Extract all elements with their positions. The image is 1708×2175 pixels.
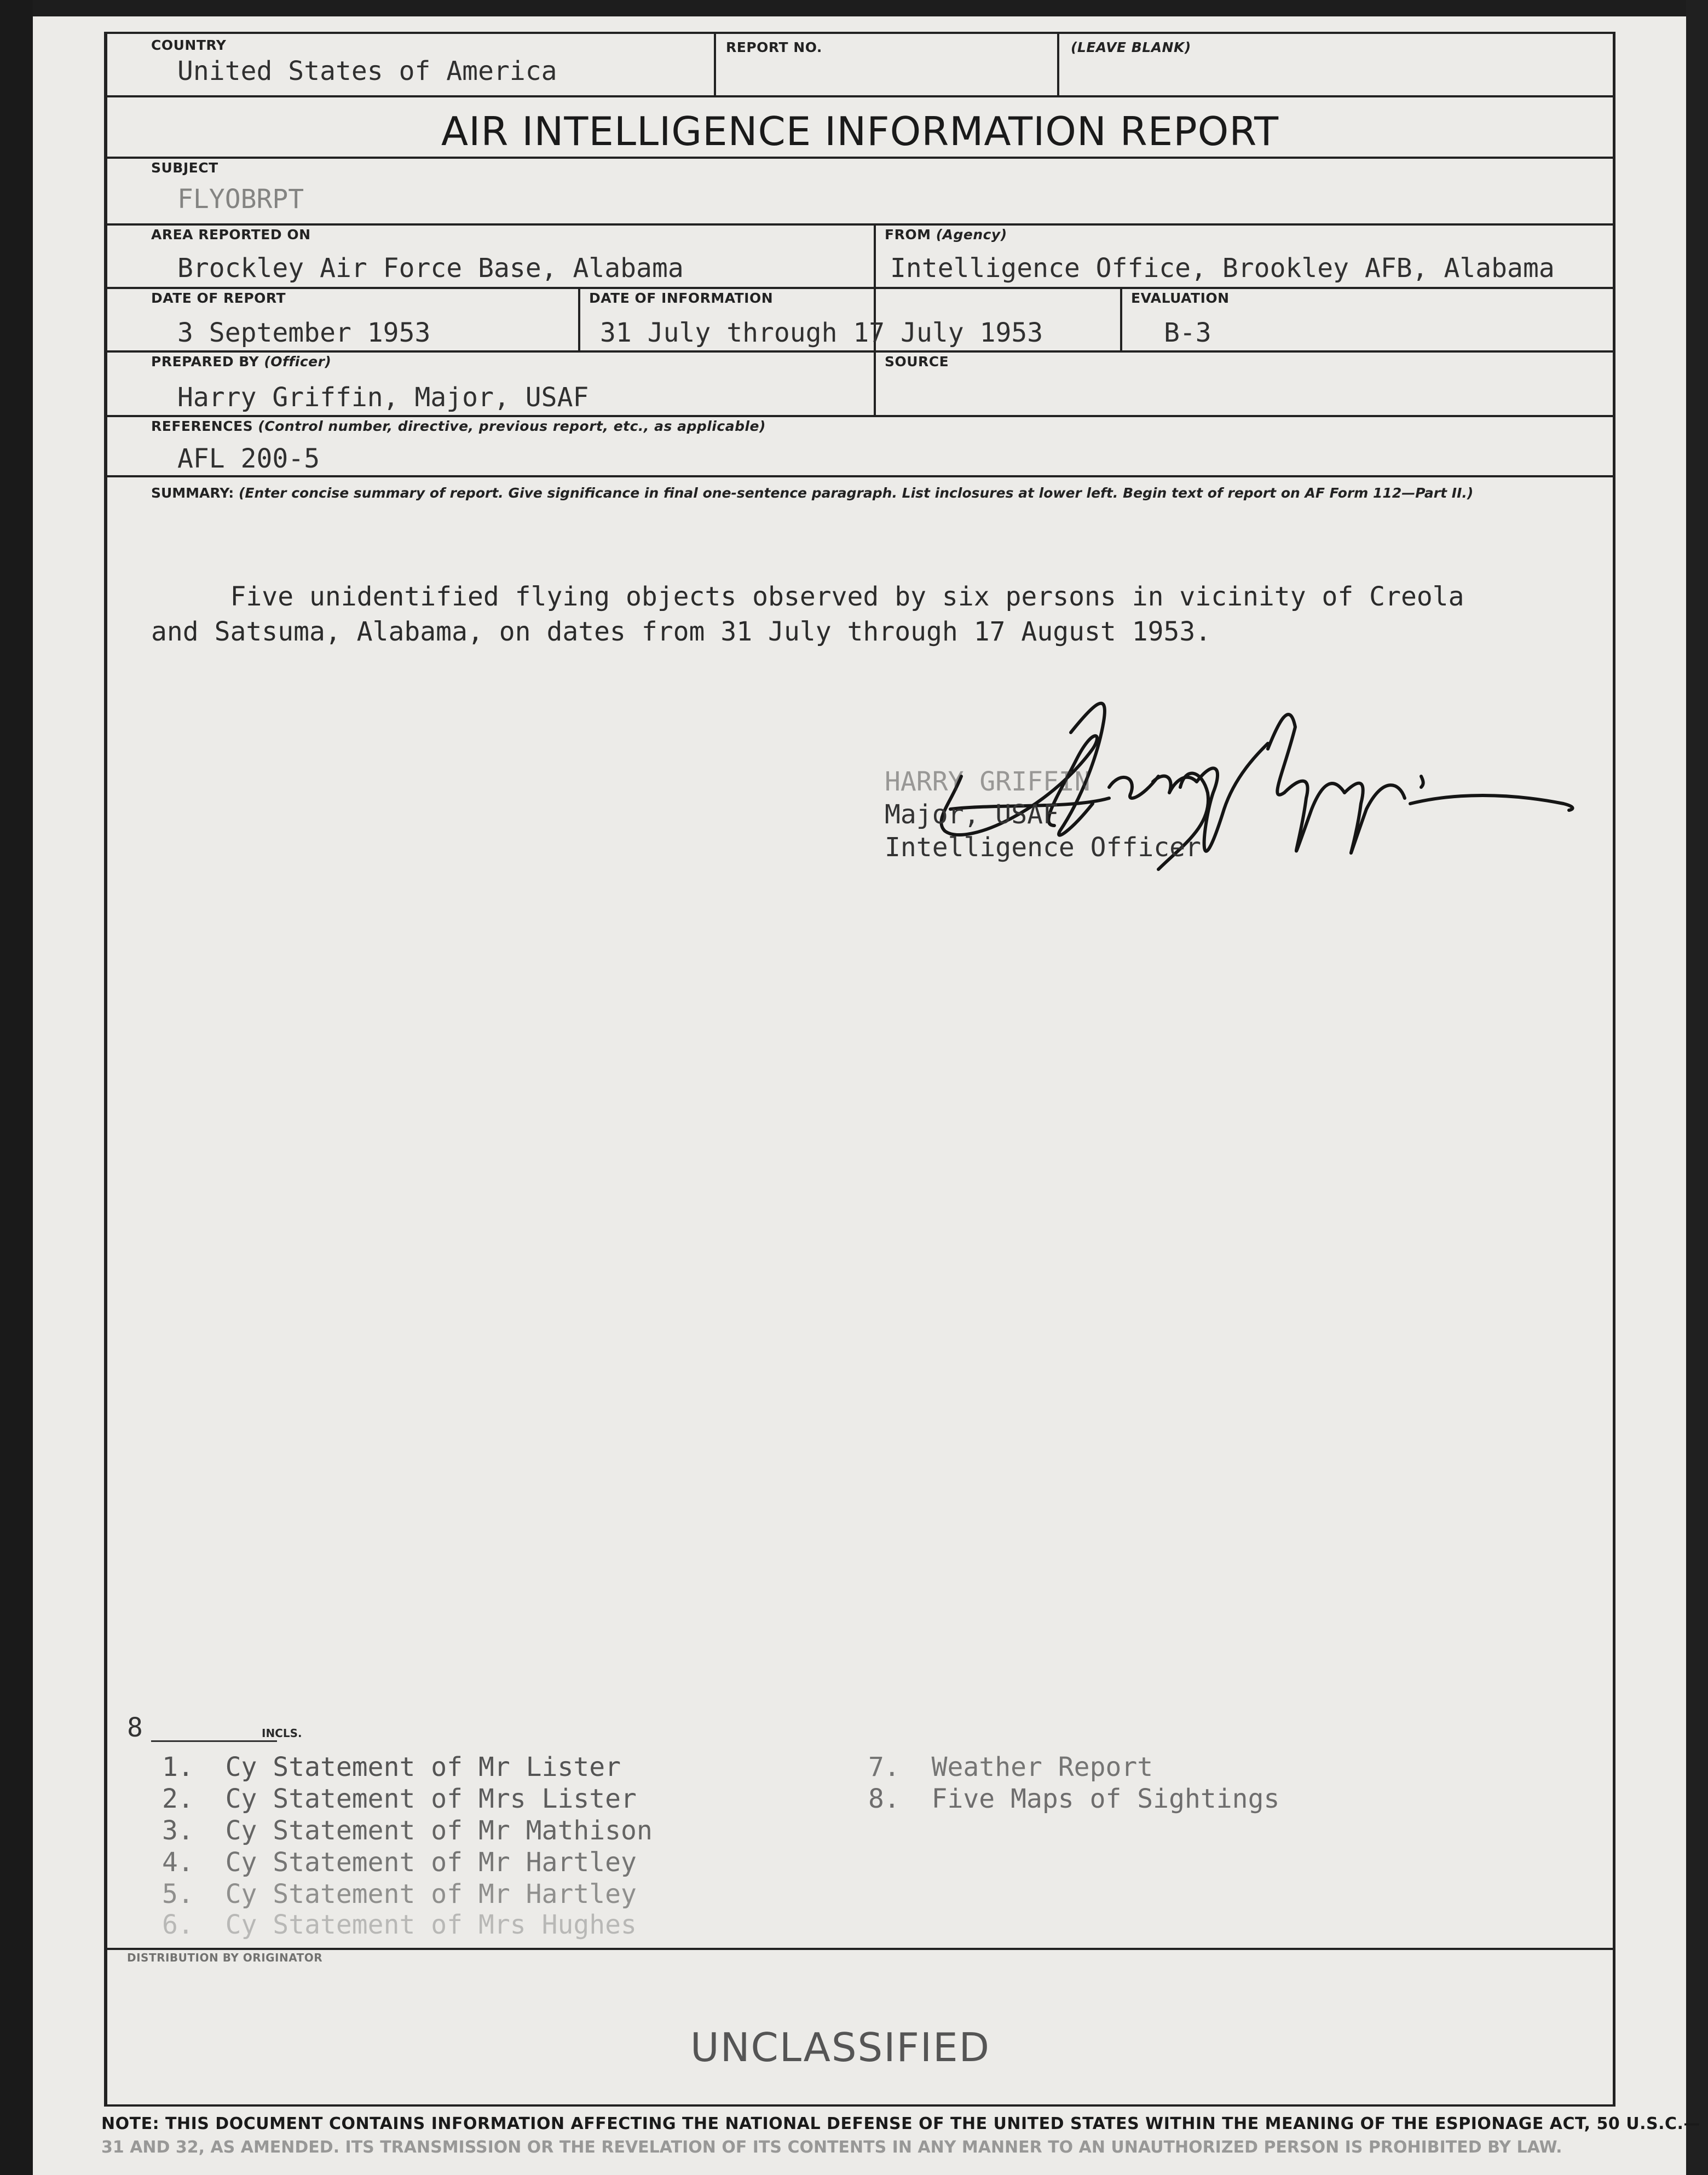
inclosure-item: 6. Cy Statement of Mrs Hughes <box>162 1909 637 1940</box>
rule <box>107 95 1613 97</box>
rule <box>107 223 1613 226</box>
summary-body <box>151 579 1629 649</box>
area-label: AREA REPORTED ON <box>151 227 311 243</box>
inclosure-count-underline <box>151 1740 277 1742</box>
signature-block <box>885 765 1201 864</box>
date-of-information-label: DATE OF INFORMATION <box>589 290 774 306</box>
rule <box>107 415 1613 417</box>
signer-title: Intelligence Officer <box>885 832 1201 863</box>
report-title: AIR INTELLIGENCE INFORMATION REPORT <box>441 108 1279 154</box>
prepared-by-label: PREPARED BY (Officer) <box>151 354 332 370</box>
subject-field: FLYOBRPT <box>177 184 304 215</box>
inclosure-item: 8. Five Maps of Sightings <box>868 1784 1280 1814</box>
prepared-by-field: Harry Griffin, Major, USAF <box>177 382 589 413</box>
inclosure-item: 1. Cy Statement of Mr Lister <box>162 1752 621 1782</box>
report-no-label: REPORT NO. <box>726 39 822 55</box>
from-field: Intelligence Office, Brookley AFB, Alabama <box>890 253 1555 284</box>
divider <box>578 287 580 350</box>
rule <box>107 32 1613 34</box>
divider <box>714 32 716 95</box>
rule <box>107 287 1613 289</box>
subject-label: SUBJECT <box>151 160 218 176</box>
inclosure-item: 2. Cy Statement of Mrs Lister <box>162 1784 637 1814</box>
scan-border-right <box>1686 0 1708 2175</box>
area-field: Brockley Air Force Base, Alabama <box>177 253 684 284</box>
country-label: COUNTRY <box>151 37 227 53</box>
report-form <box>104 32 1615 2107</box>
rule <box>107 1948 1613 1950</box>
inclosures-label: INCLS. <box>262 1727 302 1740</box>
evaluation-label: EVALUATION <box>1131 290 1230 306</box>
rule <box>107 475 1613 477</box>
date-of-report-label: DATE OF REPORT <box>151 290 286 306</box>
date-of-report-field: 3 September 1953 <box>177 318 431 348</box>
references-label: REFERENCES (Control number, directive, previous report, etc., as applicable) <box>151 418 766 434</box>
divider <box>1120 287 1122 350</box>
rule <box>107 2104 1613 2107</box>
inclosure-item: 3. Cy Statement of Mr Mathison <box>162 1815 653 1846</box>
espionage-notice-continued: 31 AND 32, AS AMENDED. ITS TRANSMISSION OR THE REVELATION OF ITS CONTENTS IN ANY MANNER TO AN UNAUTHORIZED PERSON IS PROHIBITED BY LAW. <box>101 2138 1562 2157</box>
date-of-information-field: 31 July through 17 July 1953 <box>600 318 1043 348</box>
inclosure-item: 5. Cy Statement of Mr Hartley <box>162 1879 637 1909</box>
summary-label: SUMMARY: (Enter concise summary of report. Give significance in final one-sentence paragraph. List inclosures at lower left. Begin text of report on AF Form 112—Part II.) <box>151 485 1474 501</box>
source-label: SOURCE <box>885 354 949 370</box>
distribution-label: DISTRIBUTION BY ORIGINATOR <box>127 1951 323 1964</box>
inclosure-count: 8 <box>127 1712 143 1743</box>
espionage-notice: NOTE: THIS DOCUMENT CONTAINS INFORMATION AFFECTING THE NATIONAL DEFENSE OF THE UNITED STATES WITHIN THE MEANING OF THE ESPIONAGE ACT, 50 U.S.C.— <box>101 2114 1700 2133</box>
scan-border-top <box>0 0 1708 16</box>
from-label: FROM (Agency) <box>885 227 1007 243</box>
rule <box>107 350 1613 353</box>
leave-blank-label: (LEAVE BLANK) <box>1071 39 1191 55</box>
rule <box>107 157 1613 159</box>
inclosure-item: 7. Weather Report <box>868 1752 1153 1782</box>
scan-border-left <box>0 0 33 2175</box>
classification-stamp: UNCLASSIFIED <box>690 2024 991 2070</box>
summary-line: and Satsuma, Alabama, on dates from 31 July through 17 August 1953. <box>151 616 1211 647</box>
divider <box>1057 32 1059 95</box>
references-field: AFL 200-5 <box>177 443 320 474</box>
evaluation-field: B-3 <box>1164 318 1211 348</box>
summary-line: Five unidentified flying objects observed by six persons in vicinity of Creola <box>151 581 1464 612</box>
signer-name: HARRY GRIFFIN <box>885 766 1090 797</box>
signer-rank: Major, USAF <box>885 799 1059 830</box>
country-field: United States of America <box>177 56 557 86</box>
inclosure-item: 4. Cy Statement of Mr Hartley <box>162 1847 637 1878</box>
